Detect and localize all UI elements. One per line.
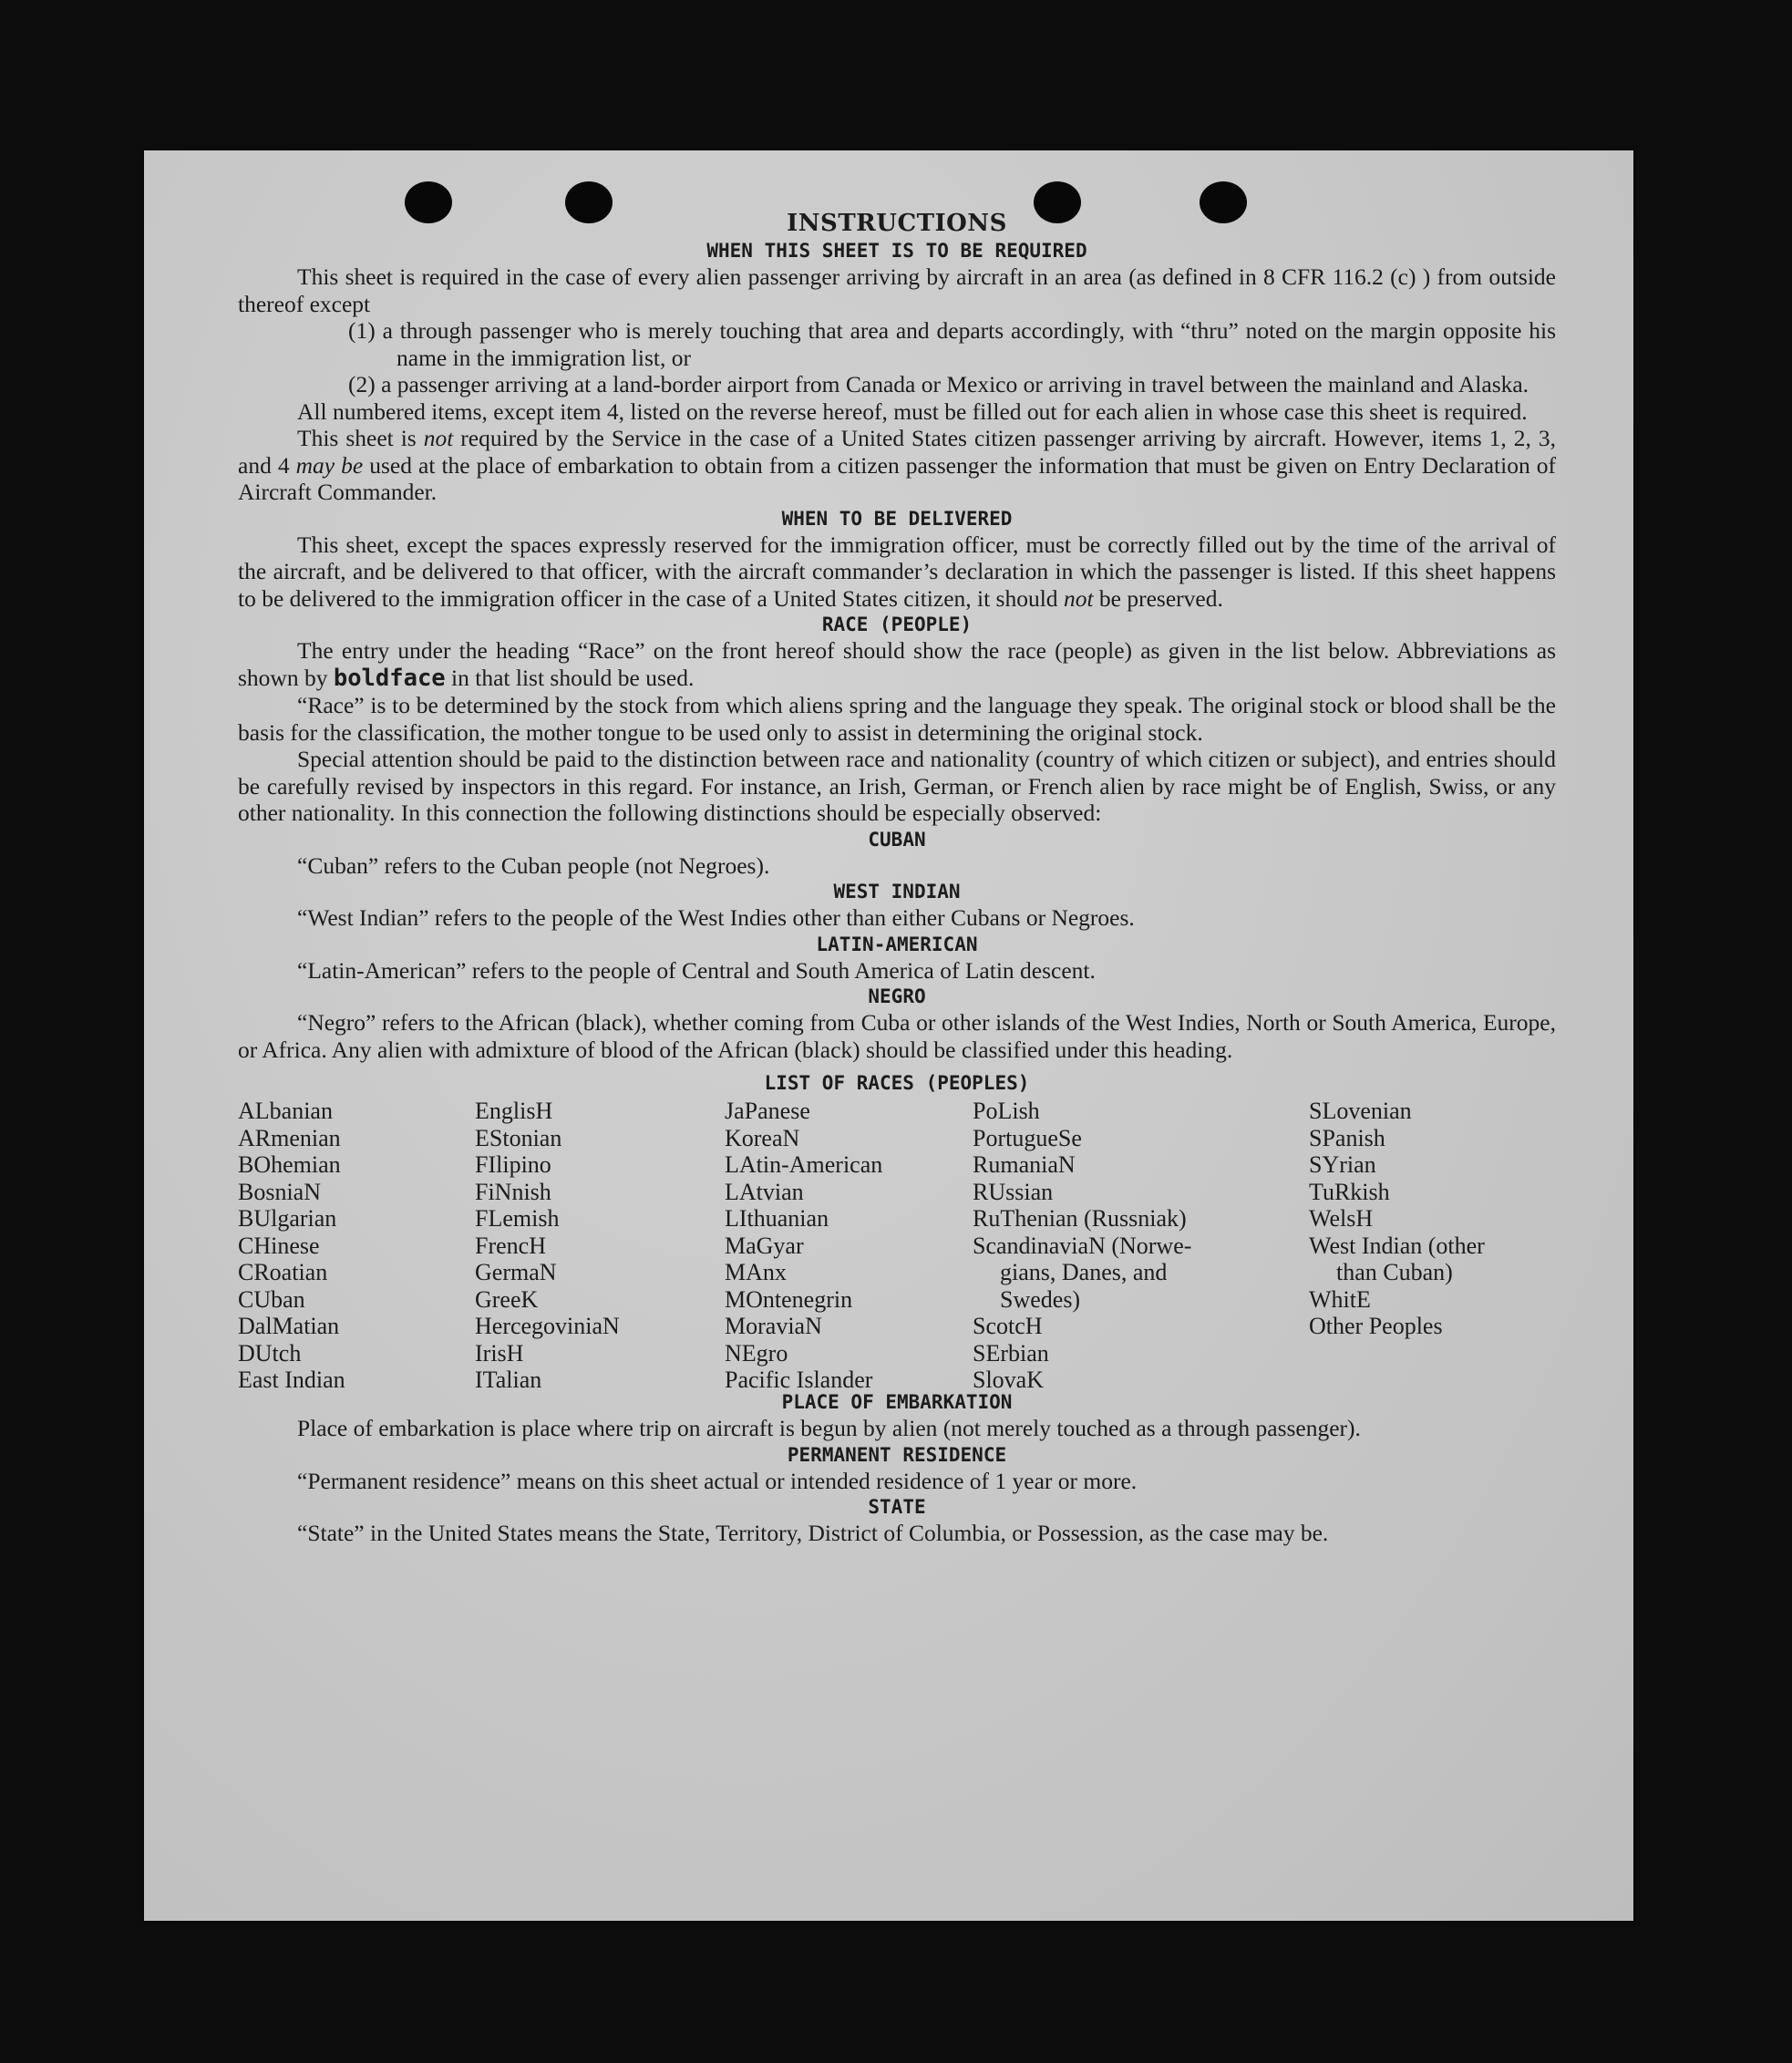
- race-column: [973, 1098, 1191, 1394]
- race-entry: RUssian: [973, 1178, 1054, 1205]
- paragraph: This sheet is not required by the Service in the case of a United States citizen passenger arriving by aircraft. However, items 1, 2, 3, and 4 may be used at the place of embarkation to obtain from a citizen passenger the information that must be given on Entry Declaration of Aircraft Commander.: [238, 425, 1556, 505]
- race-entry: than Cuban): [1336, 1259, 1453, 1285]
- section-heading: PERMANENT RESIDENCE: [787, 1443, 1007, 1466]
- paragraph: This sheet is required in the case of every alien passenger arriving by aircraft in an area (as defined in 8 CFR 116.2 (c) ) from outside thereof except: [238, 263, 1556, 317]
- race-entry: RumaniaN: [973, 1151, 1076, 1178]
- section-heading: PLACE OF EMBARKATION: [781, 1391, 1013, 1413]
- race-entry: LAtin-American: [725, 1151, 883, 1178]
- race-entry: WelsH: [1309, 1205, 1374, 1232]
- paragraph: “Negro” refers to the African (black), whether coming from Cuba or other islands of the West Indies, North or South America, Europe, or Africa. Any alien with admixture of blood of the African (black) should be classified under this heading.: [238, 1009, 1556, 1063]
- race-entry: BosniaN: [238, 1178, 321, 1205]
- race-entry: DalMatian: [238, 1313, 340, 1339]
- section-heading: LIST OF RACES (PEOPLES): [764, 1072, 1030, 1094]
- race-entry: GermaN: [475, 1259, 557, 1285]
- race-entry: RuThenian (Russniak): [973, 1205, 1187, 1232]
- paragraph: The entry under the heading “Race” on the front hereof should show the race (people) as given in the list below. Abbreviations as shown by boldface in that list should be used.: [238, 637, 1556, 692]
- race-entry: Other Peoples: [1309, 1313, 1443, 1339]
- race-entry: GreeK: [475, 1285, 539, 1313]
- race-column: [238, 1098, 345, 1394]
- race-entry: Pacific Islander: [725, 1367, 873, 1393]
- section-heading: STATE: [868, 1496, 926, 1518]
- paragraph: “Cuban” refers to the Cuban people (not Negroes).: [297, 851, 770, 879]
- race-entry: IrisH: [475, 1339, 524, 1367]
- section-heading: RACE (PEOPLE): [821, 614, 973, 635]
- paragraph: “Permanent residence” means on this sheet actual or intended residence of 1 year or more.: [297, 1467, 1138, 1494]
- race-entry: FLemish: [475, 1205, 560, 1232]
- paragraph: “State” in the United States means the State, Territory, District of Columbia, or Possession, as the case may be.: [297, 1520, 1329, 1546]
- race-entry: ARmenian: [238, 1124, 341, 1151]
- race-entry: FIlipino: [475, 1151, 551, 1178]
- race-entry: MOntenegrin: [725, 1285, 853, 1313]
- race-entry: BOhemian: [238, 1151, 341, 1178]
- race-entry: JaPanese: [725, 1098, 810, 1124]
- paragraph: “Latin-American” refers to the people of Central and South America of Latin descent.: [297, 956, 1096, 984]
- section-heading: CUBAN: [868, 828, 926, 851]
- race-entry: MAnx: [725, 1259, 787, 1285]
- race-entry: SErbian: [973, 1339, 1049, 1367]
- race-entry: ITalian: [475, 1367, 542, 1393]
- paragraph: This sheet, except the spaces expressly reserved for the immigration officer, must be correctly filled out by the time of the arrival of the aircraft, and be delivered to that officer, with the aircraft commander’s declaration in which the passenger is listed. If this sheet happens to be delivered to the immigration officer in the case of a United States citizen, it should not be preserved.: [238, 531, 1556, 612]
- race-column: [475, 1098, 620, 1394]
- race-entry: ALbanian: [238, 1098, 333, 1124]
- race-entry: EStonian: [475, 1124, 562, 1151]
- race-entry: ScotcH: [973, 1313, 1043, 1339]
- race-entry: SPanish: [1309, 1124, 1385, 1151]
- race-entry: EnglisH: [475, 1098, 553, 1124]
- list-item: (2) a passenger arriving at a land-border airport from Canada or Mexico or arriving in travel between the mainland and Alaska.: [348, 371, 1529, 397]
- race-entry: MoraviaN: [725, 1313, 822, 1339]
- section-heading: LATIN-AMERICAN: [816, 933, 978, 955]
- race-entry: BUlgarian: [238, 1205, 337, 1232]
- section-heading: WEST INDIAN: [833, 881, 961, 903]
- race-entry: LAtvian: [725, 1178, 804, 1205]
- document-page: [144, 150, 1633, 1921]
- race-entry: gians, Danes, and: [1000, 1259, 1168, 1285]
- paragraph: “Race” is to be determined by the stock from which aliens spring and the language they speak. The original stock or blood shall be the basis for the classification, the mother tongue to be used only to assist in determining the original stock.: [238, 692, 1556, 746]
- paragraph: “West Indian” refers to the people of the West Indies other than either Cubans or Negroes.: [297, 904, 1135, 931]
- race-entry: HercegoviniaN: [475, 1313, 620, 1339]
- race-entry: DUtch: [238, 1339, 302, 1367]
- race-entry: PoLish: [973, 1098, 1040, 1124]
- document-body: [238, 209, 1556, 1547]
- race-entry: CUban: [238, 1285, 305, 1313]
- race-entry: KoreaN: [725, 1124, 800, 1151]
- race-column: [1309, 1098, 1485, 1340]
- paragraph: All numbered items, except item 4, listed on the reverse hereof, must be filled out for each alien in whose case this sheet is required.: [297, 397, 1528, 425]
- paragraph: Special attention should be paid to the distinction between race and nationality (country of which citizen or subject), and entries should be carefully revised by inspectors in this regard. For instance, an Irish, German, or French alien by race might be of English, Swiss, or any other nationality. In this connection the following distinctions should be especially observed:: [238, 746, 1556, 826]
- race-entry: CRoatian: [238, 1259, 328, 1285]
- race-column: [725, 1098, 882, 1394]
- race-entry: MaGyar: [725, 1232, 804, 1259]
- document-title: INSTRUCTIONS: [787, 210, 1007, 237]
- race-entry: WhitE: [1309, 1285, 1371, 1313]
- section-heading: NEGRO: [868, 985, 926, 1007]
- race-entry: CHinese: [238, 1232, 320, 1259]
- race-entry: PortugueSe: [973, 1124, 1082, 1151]
- race-entry: ScandinaviaN (Norwe-: [973, 1232, 1192, 1259]
- race-entry: SlovaK: [973, 1367, 1044, 1393]
- paragraph: Place of embarkation is place where trip on aircraft is begun by alien (not merely touched as a through passenger).: [297, 1415, 1361, 1441]
- section-heading: WHEN THIS SHEET IS TO BE REQUIRED: [706, 240, 1087, 262]
- race-entry: East Indian: [238, 1367, 345, 1393]
- race-entry: TuRkish: [1309, 1178, 1390, 1205]
- list-item: (1) a through passenger who is merely touching that area and departs accordingly, with “thru” noted on the margin opposite his name in the immigration list, or: [348, 317, 1556, 371]
- race-entry: NEgro: [725, 1339, 788, 1367]
- race-entry: SLovenian: [1309, 1098, 1412, 1124]
- race-entry: West Indian (other: [1309, 1232, 1485, 1259]
- race-entry: LIthuanian: [725, 1205, 829, 1232]
- race-list: [238, 1098, 1556, 1393]
- race-entry: FiNnish: [475, 1178, 551, 1205]
- race-entry: Swedes): [1000, 1285, 1081, 1313]
- race-entry: FrencH: [475, 1232, 546, 1259]
- section-heading: WHEN TO BE DELIVERED: [781, 507, 1013, 530]
- race-entry: SYrian: [1309, 1151, 1376, 1178]
